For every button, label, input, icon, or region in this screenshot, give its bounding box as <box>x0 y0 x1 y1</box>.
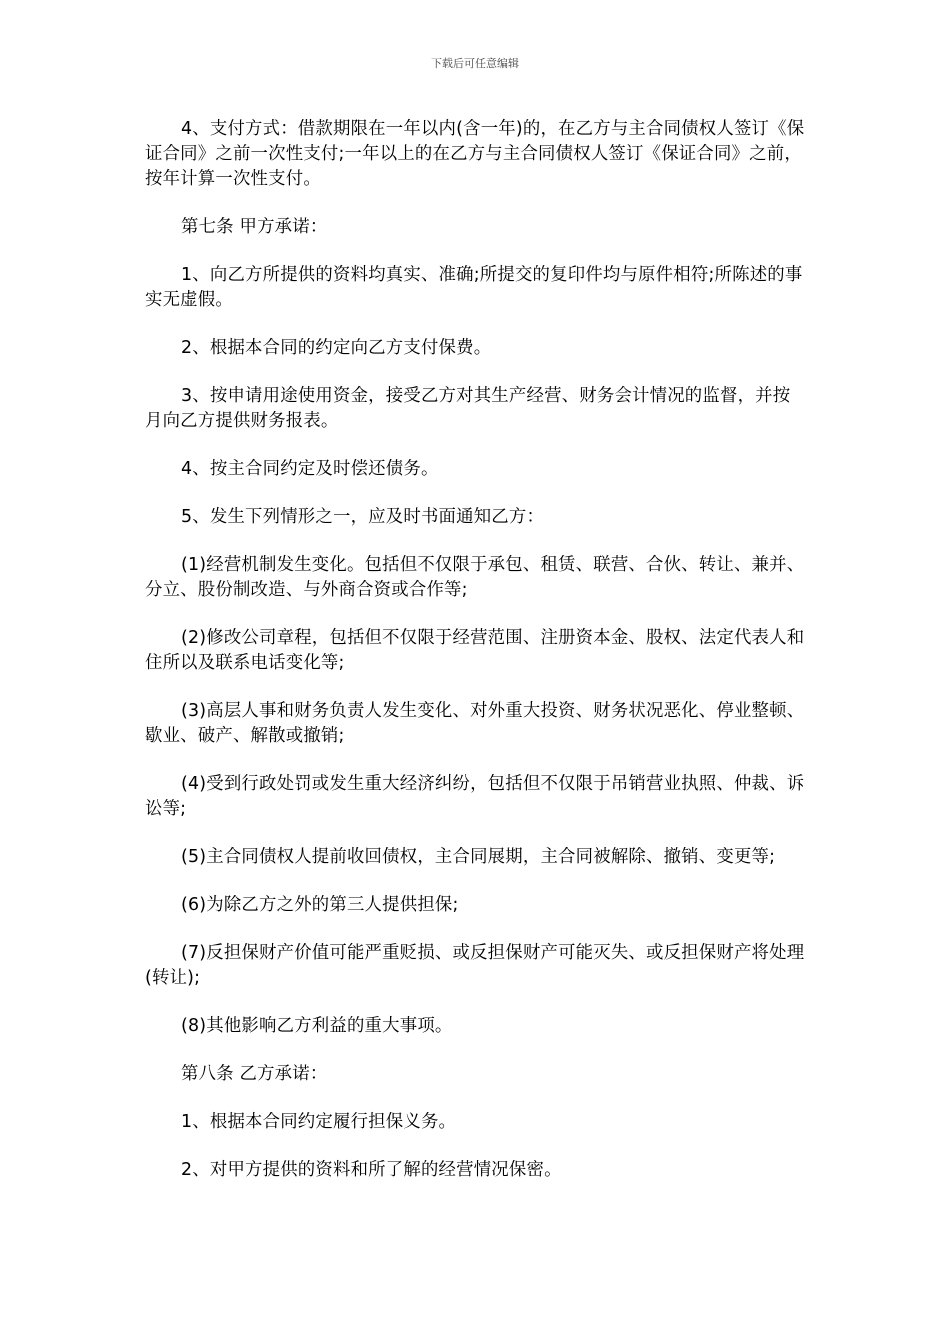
paragraph-party-a-item-1: 1、向乙方所提供的资料均真实、准确;所提交的复印件均与原件相符;所陈述的事实无虚假。 <box>145 265 803 310</box>
paragraph-subitem-4: (4)受到行政处罚或发生重大经济纠纷，包括但不仅限于吊销营业执照、仲裁、诉讼等; <box>145 774 805 819</box>
paragraph-subitem-7: (7)反担保财产价值可能严重贬损、或反担保财产可能灭失、或反担保财产将处理(转让); <box>145 943 805 988</box>
document-body <box>145 117 805 1206</box>
paragraph-subitem-3: (3)高层人事和财务负责人发生变化、对外重大投资、财务状况恶化、停业整顿、歇业、破产、解散或撤销; <box>145 701 805 746</box>
paragraph-subitem-2: (2)修改公司章程，包括但不仅限于经营范围、注册资本金、股权、法定代表人和住所以及联系电话变化等; <box>145 628 805 673</box>
paragraph-party-b-item-1: 1、根据本合同约定履行担保义务。 <box>181 1112 457 1132</box>
page-header: 下载后可任意编辑 <box>431 57 519 70</box>
article-seven-heading: 第七条 甲方承诺： <box>181 217 328 237</box>
paragraph-payment-method: 4、支付方式：借款期限在一年以内(含一年)的，在乙方与主合同债权人签订《保证合同》之前一次性支付;一年以上的在乙方与主合同债权人签订《保证合同》之前，按年计算一次性支付。 <box>145 119 805 189</box>
article-eight-heading: 第八条 乙方承诺： <box>181 1064 328 1084</box>
paragraph-subitem-8: (8)其他影响乙方利益的重大事项。 <box>181 1016 453 1036</box>
paragraph-subitem-1: (1)经营机制发生变化。包括但不仅限于承包、租赁、联营、合伙、转让、兼并、分立、股份制改造、与外商合资或合作等; <box>145 555 805 600</box>
paragraph-subitem-5: (5)主合同债权人提前收回债权，主合同展期，主合同被解除、撤销、变更等; <box>181 847 776 867</box>
paragraph-party-a-item-5: 5、发生下列情形之一，应及时书面通知乙方： <box>181 507 545 527</box>
paragraph-party-a-item-4: 4、按主合同约定及时偿还债务。 <box>181 459 439 479</box>
paragraph-party-a-item-3: 3、按申请用途使用资金，接受乙方对其生产经营、财务会计情况的监督，并按月向乙方提供财务报表。 <box>145 386 791 431</box>
paragraph-party-b-item-2: 2、对甲方提供的资料和所了解的经营情况保密。 <box>181 1160 562 1180</box>
paragraph-party-a-item-2: 2、根据本合同的约定向乙方支付保费。 <box>181 338 492 358</box>
paragraph-subitem-6: (6)为除乙方之外的第三人提供担保; <box>181 895 459 915</box>
